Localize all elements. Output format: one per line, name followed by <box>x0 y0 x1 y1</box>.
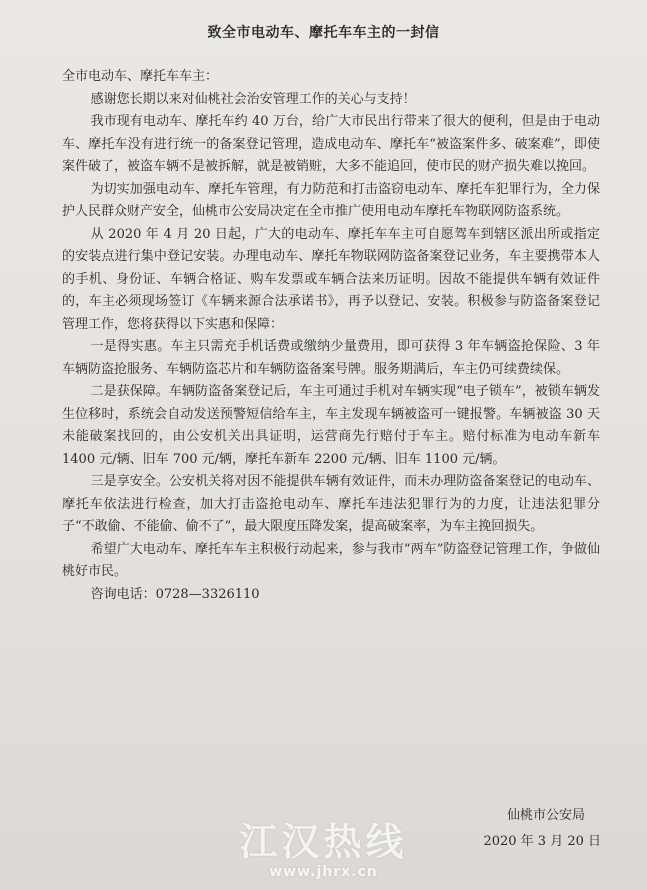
contact-phone: 咨询电话：0728—3326110 <box>90 586 260 602</box>
paragraph-registration: 从 2020 年 4 月 20 日起，广大的电动车、摩托车车主可自愿驾车到辖区派出所或指定的安装点进行集中登记安装。办理电动车、摩托车物联网防盗备案登记业务，车主要携带本人的手机、身份证、车辆合格证、购车发票或车辆合法来历证明。因故不能提供车辆有效证件的，车主必须现场签订《车辆来源合法承诺书》，再予以登记、安装。积极参与防盗备案登记管理工作，您将获得以下实惠和保障： <box>62 226 600 332</box>
signature-org: 仙桃市公安局 <box>506 808 585 823</box>
salutation: 全市电动车、摩托车车主： <box>62 69 219 84</box>
paragraph-benefit-1: 一是得实惠。车主只需充手机话费或缴纳少量费用，即可获得 3 年车辆盗抢保险、3 年车辆防盗抢服务、车辆防盗芯片和车辆防盗备案号牌。服务期满后，车主仍可续费续保。 <box>62 339 600 377</box>
letter-body <box>62 66 600 606</box>
watermark-url: www.jhrx.cn <box>269 864 378 880</box>
page-title: 致全市电动车、摩托车车主的一封信 <box>207 25 440 41</box>
paragraph-background: 我市现有电动车、摩托车约 40 万台，给广大市民出行带来了很大的便利，但是由于电动车、摩托车没有进行统一的备案登记管理，造成电动车、摩托车“被盗案件多、破案难”，即使案件破了，被盗车辆不是被拆解，就是被销赃，大多不能追回，使市民的财产损失难以挽回。 <box>62 114 600 174</box>
paragraph-purpose: 为切实加强电动车、摩托车管理，有力防范和打击盗窃电动车、摩托车犯罪行为，全力保护人民群众财产安全，仙桃市公安局决定在全市推广使用电动车摩托车物联网防盗系统。 <box>62 181 600 219</box>
paragraph-call-to-action: 希望广大电动车、摩托车车主积极行动起来，参与我市“两车”防盗登记管理工作，争做仙桃好市民。 <box>62 541 600 579</box>
paragraph-thanks: 感谢您长期以来对仙桃社会治安管理工作的关心与支持！ <box>90 91 416 107</box>
paragraph-benefit-2: 二是获保障。车辆防盗备案登记后，车主可通过手机对车辆实现“电子锁车”，被锁车辆发生位移时，系统会自动发送预警短信给车主，车主发现车辆被盗可一键报警。车辆被盗 30 天未能破案找回的，由公安机关出具证明，运营商先行赔付于车主。赔付标准为电动车新车 1400 元/辆、旧车 700 元/辆，摩托车新车 2200 元/辆、旧车 1100 元/辆。 <box>62 384 600 467</box>
watermark <box>0 820 647 880</box>
watermark-logo: 江汉热线 <box>239 820 408 864</box>
signature-date: 2020 年 3 月 20 日 <box>483 834 601 849</box>
paragraph-benefit-3: 三是享安全。公安机关将对因不能提供车辆有效证件，而未办理防盗备案登记的电动车、摩托车依法进行检查，加大打击盗抢电动车、摩托车违法犯罪行为的力度，让违法犯罪分子“不敢偷、不能偷、偷不了”，最大限度压降发案，提高破案率，为车主挽回损失。 <box>62 474 600 534</box>
